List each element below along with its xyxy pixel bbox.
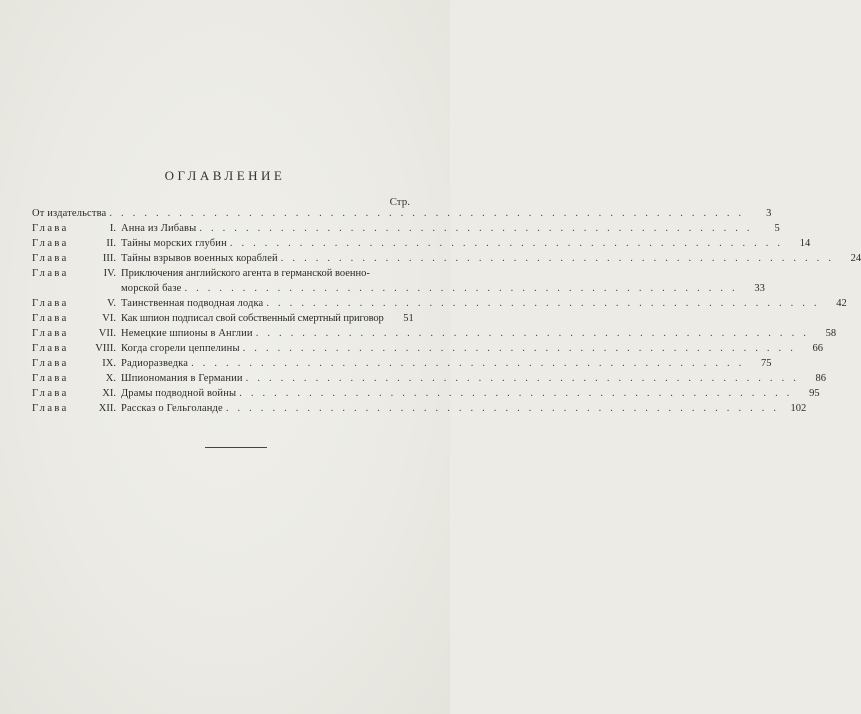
toc-leader-dots: . . . . . . . . . . . . . . . . . . . . . . . . . . . . . . . . . . . . . . . . . . . . . . . .: [255, 328, 810, 339]
toc-page-number: 75: [760, 358, 772, 369]
toc-leader-dots: . . . . . . . . . . . . . . . . . . . . . . . . . . . . . . . . . . . . . . . . . . . . . . . .: [242, 343, 797, 354]
toc-page-number: 42: [836, 298, 847, 309]
table-of-contents: [32, 206, 861, 416]
toc-entry-title-continued: морской базе: [121, 283, 182, 294]
toc-entry-title: Когда сгорели цеппелины: [121, 343, 240, 354]
toc-chapter-word: Глава: [32, 298, 69, 309]
toc-leader-dots: . . . . . . . . . . . . . . . . . . . . . . . . . . . . . . . . . . . . . . . . . . . . . . . .: [199, 223, 753, 234]
toc-page-number: 3: [766, 208, 772, 219]
toc-entry-chapter-12: [32, 401, 807, 416]
page-column-header: Стр.: [389, 196, 410, 208]
toc-page-number: 86: [815, 373, 827, 384]
toc-entry-title: Немецкие шпионы в Англии: [121, 328, 253, 339]
toc-page-number: 5: [774, 223, 780, 234]
horizontal-rule: [205, 447, 267, 448]
toc-chapter-word: Глава: [32, 373, 69, 384]
toc-chapter-number: II.: [106, 238, 116, 249]
toc-chapter-word: Глава: [32, 403, 69, 414]
toc-entry-foreword: [32, 206, 772, 221]
toc-chapter-number: XI.: [102, 388, 116, 399]
toc-entry-chapter-2: [32, 236, 811, 251]
toc-chapter-number: XII.: [98, 403, 116, 414]
toc-page-number: 14: [799, 238, 811, 249]
toc-entry-title: Тайны взрывов военных кораблей: [121, 253, 278, 264]
toc-entry-title: Приключения английского агента в германской военно-: [121, 268, 370, 279]
toc-chapter-number: I.: [109, 223, 116, 234]
toc-chapter-number: V.: [107, 298, 116, 309]
toc-leader-dots: . . . . . . . . . . . . . . . . . . . . . . . . . . . . . . . . . . . . . . . . . . . . . . . .: [280, 253, 835, 264]
toc-entry-chapter-5: [32, 296, 847, 311]
toc-leader-dots: . . . . . . . . . . . . . . . . . . . . . . . . . . . . . . . . . . . . . . . . . . . . . . . .: [225, 403, 780, 414]
toc-entry-title: От издательства: [32, 208, 107, 219]
toc-chapter-word: Глава: [32, 388, 69, 399]
toc-entry-title: Анна из Либавы: [121, 223, 197, 234]
toc-chapter-number: III.: [102, 253, 116, 264]
toc-entry-title: Радиоразведка: [121, 358, 189, 369]
page-title: ОГЛАВЛЕНИЕ: [164, 168, 286, 183]
toc-page-number: 102: [790, 403, 807, 414]
toc-entry-chapter-7: [32, 326, 837, 341]
toc-leader-dots: . . . . . . . . . . . . . . . . . . . . . . . . . . . . . . . . . . . . . . . . . . . . . . . .: [184, 283, 738, 294]
toc-chapter-number: VII.: [98, 328, 116, 339]
toc-entry-chapter-3: [32, 251, 861, 266]
toc-page-number: 24: [850, 253, 861, 264]
toc-chapter-number: VI.: [102, 313, 116, 324]
toc-chapter-word: Глава: [32, 328, 69, 339]
toc-chapter-word: Глава: [32, 223, 69, 234]
toc-chapter-word: Глава: [32, 268, 69, 279]
toc-page-number: 58: [825, 328, 837, 339]
toc-page-number: 66: [812, 343, 824, 354]
toc-entry-chapter-4: [32, 266, 765, 296]
toc-entry-title: Рассказ о Гельголанде: [121, 403, 223, 414]
toc-chapter-number: X.: [105, 373, 116, 384]
toc-chapter-number: VIII.: [95, 343, 116, 354]
toc-entry-title-block: [121, 266, 765, 296]
toc-chapter-word: Глава: [32, 253, 69, 264]
toc-entry-chapter-9: [32, 356, 772, 371]
toc-entry-chapter-10: [32, 371, 827, 386]
toc-page-number: 33: [754, 283, 765, 294]
toc-chapter-word: Глава: [32, 343, 69, 354]
toc-entry-title: Драмы подводной войны: [121, 388, 237, 399]
toc-entry-chapter-1: [32, 221, 780, 236]
toc-entry-title: Таинственная подводная лодка: [121, 298, 264, 309]
toc-chapter-number: IV.: [103, 268, 116, 279]
toc-chapter-word: Глава: [32, 313, 69, 324]
toc-entry-chapter-6: [32, 311, 412, 326]
toc-leader-dots: . . . . . . . . . . . . . . . . . . . . . . . . . . . . . . . . . . . . . . . . . . . . . . . .: [266, 298, 820, 309]
toc-leader-dots: . . . . . . . . . . . . . . . . . . . . . . . . . . . . . . . . . . . . . . . . . . . . . . . .: [239, 388, 793, 399]
toc-entry-title: Шпиономания в Германии: [121, 373, 243, 384]
toc-chapter-word: Глава: [32, 238, 69, 249]
toc-chapter-number: IX.: [102, 358, 116, 369]
toc-page-number: 51: [403, 313, 414, 324]
toc-leader-dots: . . . . . . . . . . . . . . . . . . . . . . . . . . . . . . . . . . . . . . . . . . . . . . . . . . . . . . .: [109, 208, 745, 219]
toc-chapter-word: Глава: [32, 358, 69, 369]
toc-leader-dots: . . . . . . . . . . . . . . . . . . . . . . . . . . . . . . . . . . . . . . . . . . . . . . . .: [245, 373, 800, 384]
toc-entry-title: Тайны морских глубин: [121, 238, 227, 249]
toc-entry-chapter-8: [32, 341, 824, 356]
toc-entry-title: Как шпион подписал свой собственный смертный приговор: [121, 313, 384, 324]
toc-leader-dots: . . . . . . . . . . . . . . . . . . . . . . . . . . . . . . . . . . . . . . . . . . . . . . . .: [229, 238, 784, 249]
toc-entry-chapter-11: [32, 386, 820, 401]
toc-page-number: 95: [809, 388, 820, 399]
toc-leader-dots: . . . . . . . . . . . . . . . . . . . . . . . . . . . . . . . . . . . . . . . . . . . . . . . .: [191, 358, 745, 369]
